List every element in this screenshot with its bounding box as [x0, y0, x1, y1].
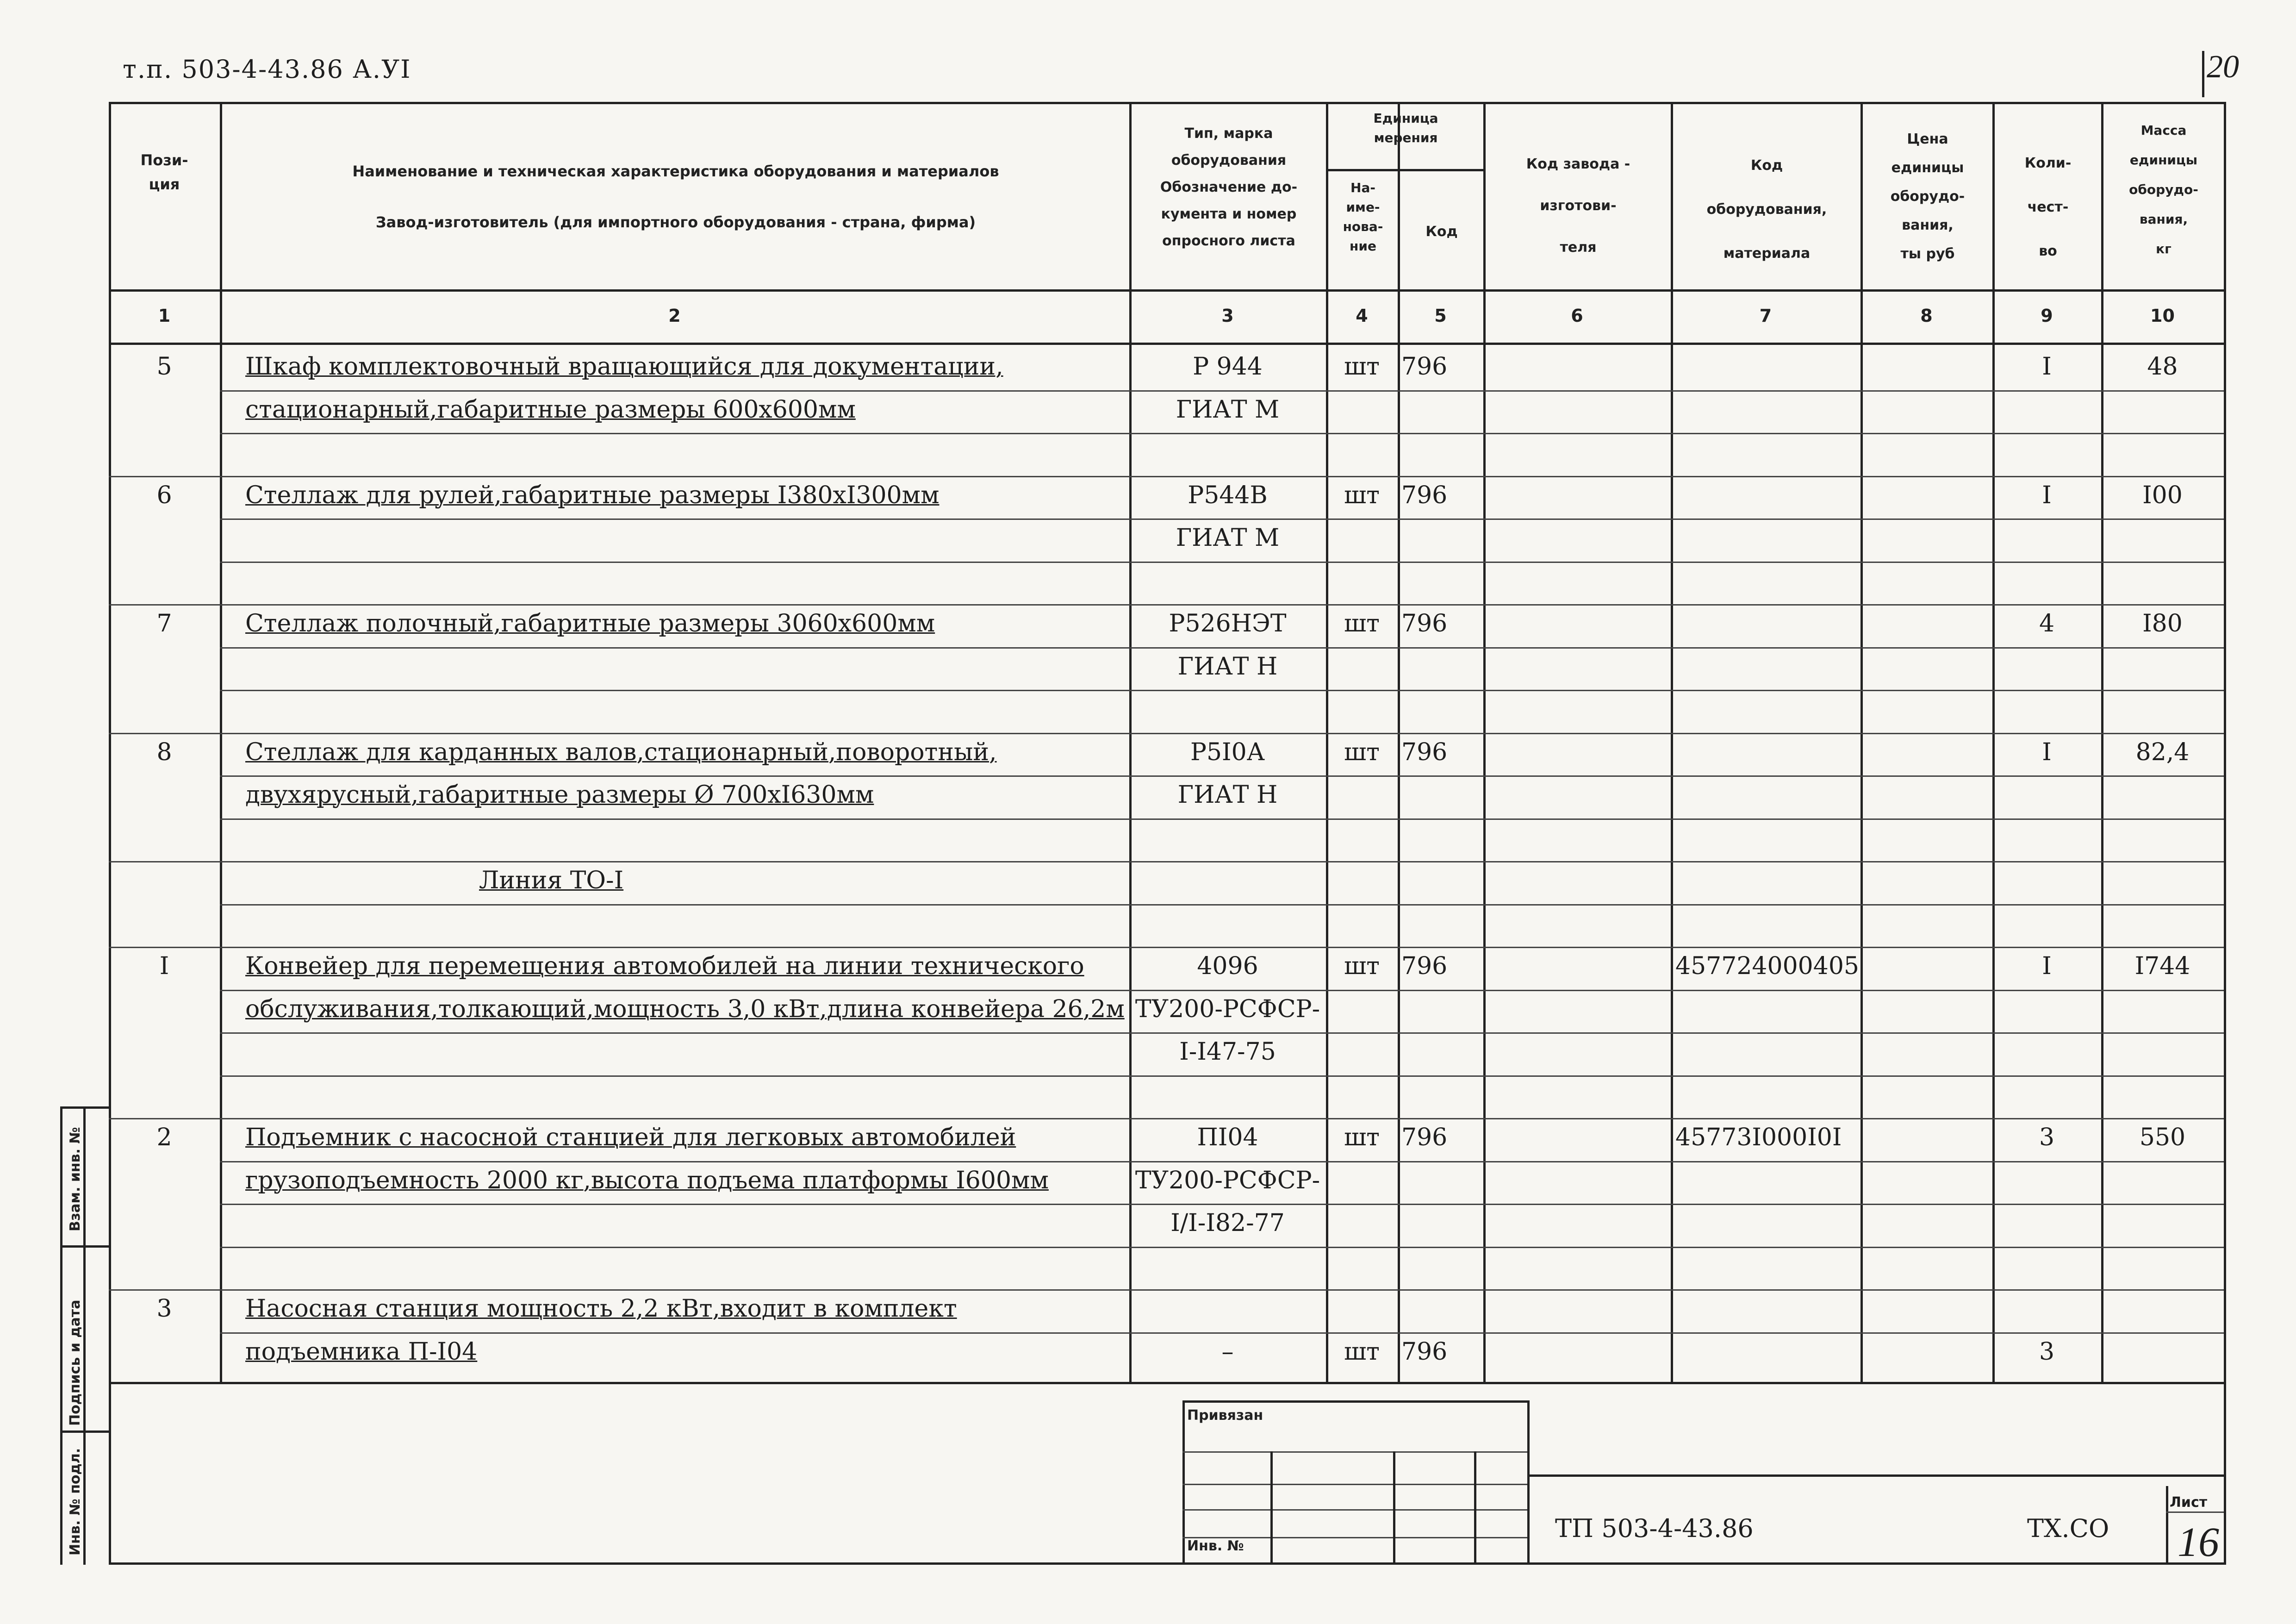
table-row-line: [220, 690, 2224, 691]
cell-unit-code: 796: [1401, 1337, 1448, 1366]
document-code-top: т.п. 503-4-43.86 А.УI: [123, 55, 411, 84]
table-row-line: [220, 647, 2224, 649]
table-row-line: [220, 390, 2224, 392]
cell-unit-code: 796: [1401, 738, 1448, 766]
table-column-line: [1860, 102, 1863, 1382]
cell-quantity: 4: [2039, 610, 2055, 637]
cell-position: 6: [156, 481, 172, 509]
header-unit: Единица мерения: [1373, 111, 1438, 145]
table-row-line: [220, 562, 2224, 563]
position-group-line: [109, 604, 220, 606]
cell-unit-code: 796: [1401, 610, 1448, 637]
document-mark: ТХ.СО: [2027, 1514, 2109, 1543]
table-row-line: [220, 433, 2224, 434]
table-row-line: [220, 733, 2224, 734]
cell-type: ПI04: [1197, 1124, 1258, 1151]
cell-type: –: [1221, 1337, 1234, 1366]
stamp-right: [1527, 1400, 1530, 1562]
table-row-line: [220, 1161, 2224, 1162]
title-block-top: [1527, 1474, 2224, 1477]
column-number: 4: [1356, 306, 1368, 326]
position-group-line: [109, 861, 220, 862]
cell-position: 5: [156, 353, 172, 381]
cell-mass: 550: [2139, 1124, 2186, 1151]
column-number: 3: [1221, 306, 1234, 326]
cell-type: ГИАТ М: [1176, 395, 1280, 424]
cell-position: 3: [156, 1295, 172, 1323]
cell-name: стационарный,габаритные размеры 600х600мм: [245, 395, 856, 424]
table-column-line: [109, 102, 111, 1382]
header-mass: Масса единицы оборудо- вания, кг: [2129, 123, 2198, 256]
table-row-line: [220, 476, 2224, 477]
table-row-line: [220, 775, 2224, 777]
column-number: 8: [1920, 306, 1933, 326]
table-column-line: [2101, 102, 2103, 1382]
side-label-replace-inv: Взам. инв. №: [67, 1127, 83, 1231]
column-number: 1: [158, 306, 171, 326]
column-number: 7: [1759, 306, 1772, 326]
table-row-line: [220, 518, 2224, 520]
cell-type: I/I-I82-77: [1170, 1209, 1285, 1237]
position-group-line: [109, 1289, 220, 1291]
cell-type: Р 944: [1193, 353, 1263, 381]
table-row-line: [220, 1247, 2224, 1248]
cell-unit: шт: [1344, 952, 1380, 980]
column-number: 5: [1434, 306, 1447, 326]
document-code: ТП 503-4-43.86: [1555, 1514, 1754, 1543]
cell-unit-code: 796: [1401, 353, 1448, 381]
stamp-top: [1182, 1400, 1530, 1403]
cell-type: ГИАТ М: [1176, 524, 1280, 552]
cell-equipment-code: 45773I000I0I: [1675, 1124, 1842, 1151]
stamp-inv-label: Инв. №: [1187, 1538, 1244, 1554]
cell-type: Р544В: [1188, 481, 1268, 509]
table-top-line: [109, 102, 2226, 104]
binding-strip-sep1: [60, 1245, 111, 1248]
cell-equipment-code: 457724000405: [1675, 952, 1860, 980]
cell-unit: шт: [1344, 610, 1380, 637]
cell-name: Стеллаж для рулей,габаритные размеры I380хI300мм: [245, 481, 940, 509]
column-number: 9: [2041, 306, 2053, 326]
cell-type: Р5I0А: [1190, 738, 1265, 766]
table-column-line: [1398, 102, 1400, 1382]
cell-unit: шт: [1344, 353, 1380, 381]
cell-mass: 82,4: [2135, 738, 2190, 766]
cell-name: подъемника П-I04: [245, 1337, 478, 1366]
cell-unit-code: 796: [1401, 952, 1448, 980]
cell-name: Подъемник с насосной станцией для легковых автомобилей: [245, 1124, 1016, 1151]
cell-name: двухярусный,габаритные размеры Ø 700хI630мм: [245, 781, 874, 809]
cell-position: I: [159, 952, 169, 980]
page-frame-right: [2224, 1382, 2226, 1562]
position-group-line: [109, 476, 220, 477]
table-column-line: [1129, 102, 1132, 1382]
table-column-line: [220, 102, 222, 1382]
table-column-line: [1326, 102, 1328, 1382]
table-column-line: [1992, 102, 1995, 1382]
cell-quantity: 3: [2039, 1337, 2055, 1366]
table-row-line: [220, 1332, 2224, 1334]
binding-strip-left: [60, 1106, 62, 1565]
stamp-col-line: [1393, 1451, 1395, 1562]
table-row-line: [220, 904, 2224, 906]
cell-quantity: I: [2042, 353, 2052, 381]
position-group-line: [109, 947, 220, 948]
header-quantity: Коли- чест- во: [2024, 155, 2072, 259]
cell-unit: шт: [1344, 1337, 1380, 1366]
cell-name: Конвейер для перемещения автомобилей на линии технического: [245, 952, 1084, 980]
table-row-line: [220, 1032, 2224, 1034]
cell-type: 4096: [1197, 952, 1258, 980]
cell-unit: шт: [1344, 1124, 1380, 1151]
cell-name: грузоподъемность 2000 кг,высота подъема платформы I600мм: [245, 1166, 1049, 1194]
cell-type: Р526НЭТ: [1169, 610, 1287, 637]
table-row-line: [220, 1075, 2224, 1077]
cell-mass: I80: [2142, 610, 2183, 637]
header-type: Тип, марка оборудования Обозначение до- кумента и номер опросного листа: [1160, 125, 1298, 249]
sheet-box-left: [2166, 1486, 2168, 1562]
table-row-line: [220, 947, 2224, 948]
header-name: Наименование и техническая характеристика оборудования и материалов Завод-изготовитель (для импортного оборудования - страна, фирма): [352, 162, 999, 231]
binding-strip-top: [60, 1106, 111, 1109]
column-number: 2: [668, 306, 681, 326]
header-equipment-code: Код оборудования, материала: [1706, 157, 1827, 262]
stamp-col-line: [1474, 1451, 1476, 1562]
cell-position: 7: [156, 610, 172, 637]
cell-name: Стеллаж для карданных валов,стационарный,поворотный,: [245, 738, 997, 766]
cell-mass: 48: [2147, 353, 2178, 381]
cell-type: ТУ200-РСФСР-: [1135, 1166, 1320, 1194]
cell-unit: шт: [1344, 738, 1380, 766]
cell-type: I-I47-75: [1179, 1038, 1276, 1066]
header-unit-name: На- име- нова- ние: [1343, 180, 1383, 254]
cell-position: 8: [156, 738, 172, 766]
side-label-inv-original: Инв. № подл.: [67, 1448, 83, 1555]
cell-type: ТУ200-РСФСР-: [1135, 995, 1320, 1023]
cell-name: Стеллаж полочный,габаритные размеры 3060х600мм: [245, 610, 935, 637]
cell-type: ГИАТ Н: [1177, 781, 1278, 809]
page-frame-left: [109, 1382, 111, 1562]
page-frame-bottom: [109, 1562, 2226, 1565]
cell-unit: шт: [1344, 481, 1380, 509]
side-label-signature-date: Подпись и дата: [67, 1299, 83, 1426]
column-number: 6: [1571, 306, 1583, 326]
stamp-col-line: [1270, 1451, 1273, 1562]
cell-name: Насосная станция мощность 2,2 кВт,входит в комплект: [245, 1295, 957, 1323]
sheet-label: Лист: [2170, 1494, 2208, 1511]
cell-unit-code: 796: [1401, 1124, 1448, 1151]
binding-strip-mid: [83, 1106, 86, 1565]
numbers-bottom-line: [109, 343, 2226, 345]
table-row-line: [220, 861, 2224, 862]
table-row-line: [220, 818, 2224, 820]
table-column-line: [1483, 102, 1486, 1382]
table-row-line: [220, 1118, 2224, 1119]
binding-strip-sep2: [60, 1430, 111, 1433]
cell-name: Шкаф комплектовочный вращающийся для документации,: [245, 353, 1003, 381]
cell-unit-code: 796: [1401, 481, 1448, 509]
cell-name: Линия ТО-I: [479, 867, 624, 894]
unit-header-divider: [1326, 169, 1483, 171]
header-unit-code: Код: [1425, 224, 1458, 240]
cell-mass: I744: [2134, 952, 2190, 980]
cell-quantity: I: [2042, 481, 2052, 509]
table-bottom-line: [109, 1382, 2226, 1384]
table-column-line: [2224, 102, 2226, 1382]
sheet-box-divider: [2166, 1512, 2224, 1513]
cell-type: ГИАТ Н: [1177, 652, 1278, 681]
stamp-tied-label: Привязан: [1187, 1407, 1263, 1424]
position-group-line: [109, 1118, 220, 1119]
table-row-line: [220, 1289, 2224, 1291]
header-price: Цена единицы оборудо- вания, ты руб: [1890, 131, 1965, 262]
header-factory-code: Код завода - изготови- теля: [1526, 156, 1630, 256]
cell-name: обслуживания,толкающий,мощность 3,0 кВт,длина конвейера 26,2м: [245, 995, 1125, 1023]
cell-quantity: I: [2042, 738, 2052, 766]
page-number: 20: [2207, 49, 2239, 85]
cell-mass: I00: [2142, 481, 2183, 509]
cell-quantity: 3: [2039, 1124, 2055, 1151]
header-position: Пози- ция: [140, 151, 188, 193]
cell-quantity: I: [2042, 952, 2052, 980]
table-column-line: [1671, 102, 1673, 1382]
page-number-divider: [2202, 51, 2204, 97]
header-bottom-line: [109, 289, 2226, 292]
table-row-line: [220, 604, 2224, 606]
position-group-line: [109, 733, 220, 734]
sheet-number: 16: [2178, 1519, 2219, 1565]
table-row-line: [220, 1204, 2224, 1205]
cell-position: 2: [156, 1124, 172, 1151]
table-row-line: [220, 990, 2224, 991]
column-number: 10: [2150, 306, 2175, 326]
